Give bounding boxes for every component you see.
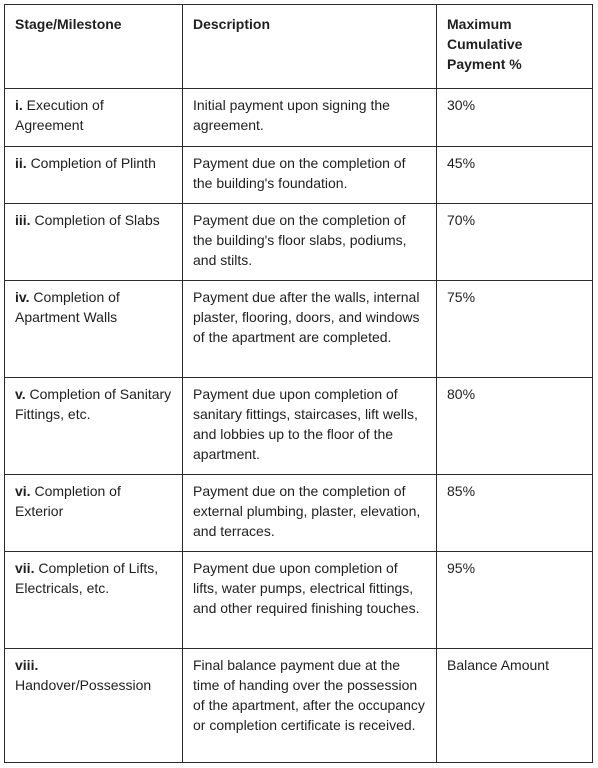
description-cell: Payment due upon completion of sanitary fittings, staircases, lift wells, and lobbies up to the floor of the apartment. xyxy=(183,378,437,475)
payment-schedule-table xyxy=(4,4,593,763)
stage-text: Handover/Possession xyxy=(15,677,152,693)
table-row xyxy=(5,475,593,552)
stage-text: Completion of Apartment Walls xyxy=(15,289,120,325)
payment-cell: 85% xyxy=(437,475,593,552)
stage-text: Completion of Slabs xyxy=(34,212,160,228)
payment-cell: 95% xyxy=(437,552,593,649)
header-payment: Maximum Cumulative Payment % xyxy=(437,5,593,89)
stage-text: Completion of Sanitary Fittings, etc. xyxy=(15,386,172,422)
stage-cell xyxy=(5,89,183,147)
description-cell: Payment due on the completion of the building's foundation. xyxy=(183,147,437,204)
stage-cell xyxy=(5,378,183,475)
payment-cell: Balance Amount xyxy=(437,649,593,763)
table-row xyxy=(5,552,593,649)
stage-numeral: iv. xyxy=(15,289,30,305)
stage-cell xyxy=(5,475,183,552)
payment-cell: 45% xyxy=(437,147,593,204)
stage-numeral: ii. xyxy=(15,155,27,171)
stage-cell xyxy=(5,649,183,763)
stage-text: Completion of Plinth xyxy=(30,155,156,171)
table-row xyxy=(5,649,593,763)
stage-text: Execution of Agreement xyxy=(15,97,104,133)
stage-text: Completion of Lifts, Electricals, etc. xyxy=(15,560,159,596)
stage-numeral: vi. xyxy=(15,483,31,499)
description-cell: Final balance payment due at the time of handing over the possession of the apartment, after the occupancy or completion certificate is received. xyxy=(183,649,437,763)
stage-text: Completion of Exterior xyxy=(15,483,121,519)
payment-cell: 80% xyxy=(437,378,593,475)
description-cell: Payment due on the completion of the building's floor slabs, podiums, and stilts. xyxy=(183,204,437,281)
stage-cell xyxy=(5,204,183,281)
header-stage: Stage/Milestone xyxy=(5,5,183,89)
table-body xyxy=(5,89,593,763)
payment-cell: 70% xyxy=(437,204,593,281)
description-cell: Payment due on the completion of external plumbing, plaster, elevation, and terraces. xyxy=(183,475,437,552)
description-cell: Payment due upon completion of lifts, water pumps, electrical fittings, and other required finishing touches. xyxy=(183,552,437,649)
table-header xyxy=(5,5,593,89)
stage-numeral: vii. xyxy=(15,560,35,576)
stage-cell xyxy=(5,552,183,649)
stage-numeral: i. xyxy=(15,97,23,113)
stage-cell xyxy=(5,281,183,378)
table-row xyxy=(5,204,593,281)
table-row xyxy=(5,281,593,378)
description-cell: Initial payment upon signing the agreement. xyxy=(183,89,437,147)
table-row xyxy=(5,89,593,147)
payment-cell: 75% xyxy=(437,281,593,378)
header-row xyxy=(5,5,593,89)
description-cell: Payment due after the walls, internal plaster, flooring, doors, and windows of the apartment are completed. xyxy=(183,281,437,378)
header-description: Description xyxy=(183,5,437,89)
payment-cell: 30% xyxy=(437,89,593,147)
stage-numeral: viii. xyxy=(15,657,39,673)
stage-numeral: iii. xyxy=(15,212,31,228)
table-row xyxy=(5,147,593,204)
table-row xyxy=(5,378,593,475)
stage-cell xyxy=(5,147,183,204)
stage-numeral: v. xyxy=(15,386,26,402)
